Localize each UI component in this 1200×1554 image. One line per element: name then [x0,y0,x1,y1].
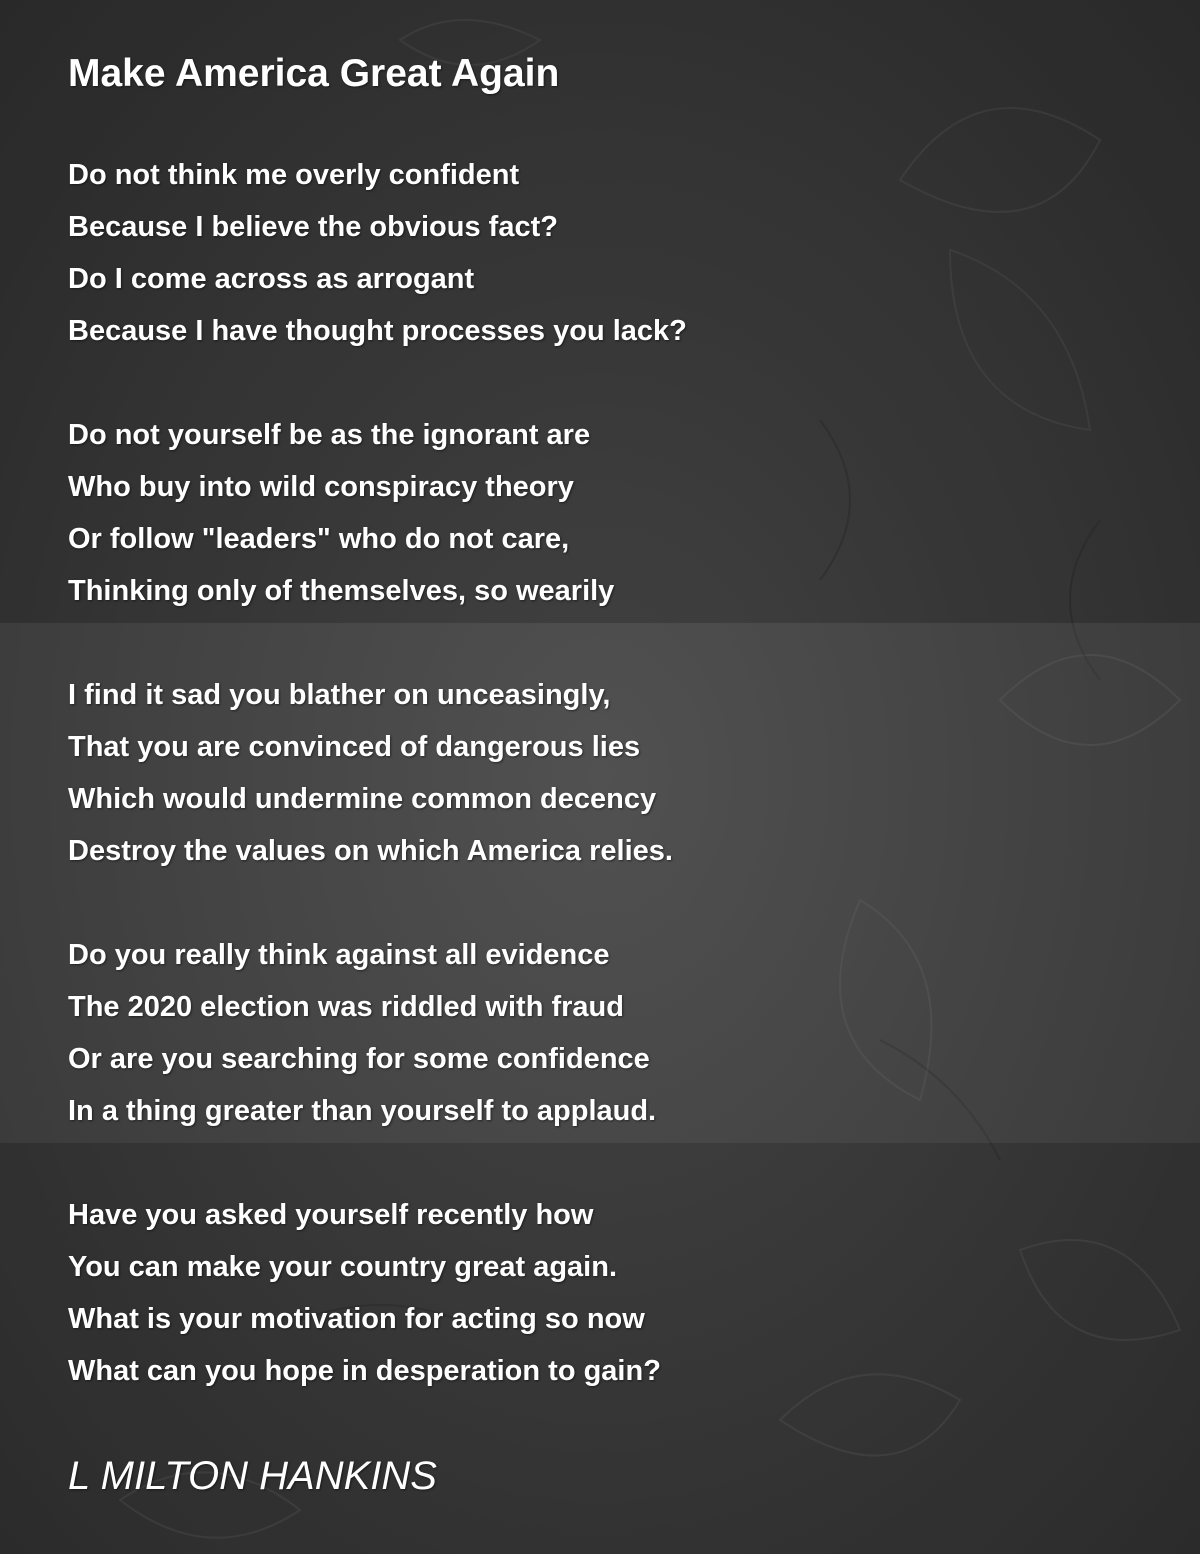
poem-line: That you are convinced of dangerous lies [68,731,641,763]
poem-line: Because I believe the obvious fact? [68,211,558,243]
poem-line: Do not think me overly confident [68,159,520,191]
poem-line: Or follow "leaders" who do not care, [68,523,570,555]
poem-line: In a thing greater than yourself to applaud. [68,1095,657,1127]
poem-line: Do you really think against all evidence [68,939,610,971]
poem-line: The 2020 election was riddled with fraud [68,991,624,1023]
poem-line: Do not yourself be as the ignorant are [68,419,591,451]
poem-line: Do I come across as arrogant [68,263,475,295]
poem-line: I find it sad you blather on unceasingly, [68,679,611,711]
poem-line: Destroy the values on which America relies. [68,835,673,867]
stanza [68,929,656,1137]
poem-line: Who buy into wild conspiracy theory [68,471,574,503]
poem-line: Have you asked yourself recently how [68,1199,594,1231]
stanza [68,669,673,877]
poem-line: Which would undermine common decency [68,783,657,815]
poem-line: What is your motivation for acting so now [68,1303,645,1335]
stanza [68,1189,661,1397]
poem-title: Make America Great Again [68,52,560,95]
stanza [68,149,687,357]
stanza [68,409,614,617]
poem-line: Or are you searching for some confidence [68,1043,650,1075]
poem-line: You can make your country great again. [68,1251,618,1283]
poem-line: Because I have thought processes you lack? [68,315,687,347]
poem-author: L MILTON HANKINS [68,1454,437,1498]
poem-line: What can you hope in desperation to gain? [68,1355,661,1387]
poem-line: Thinking only of themselves, so wearily [68,575,615,607]
